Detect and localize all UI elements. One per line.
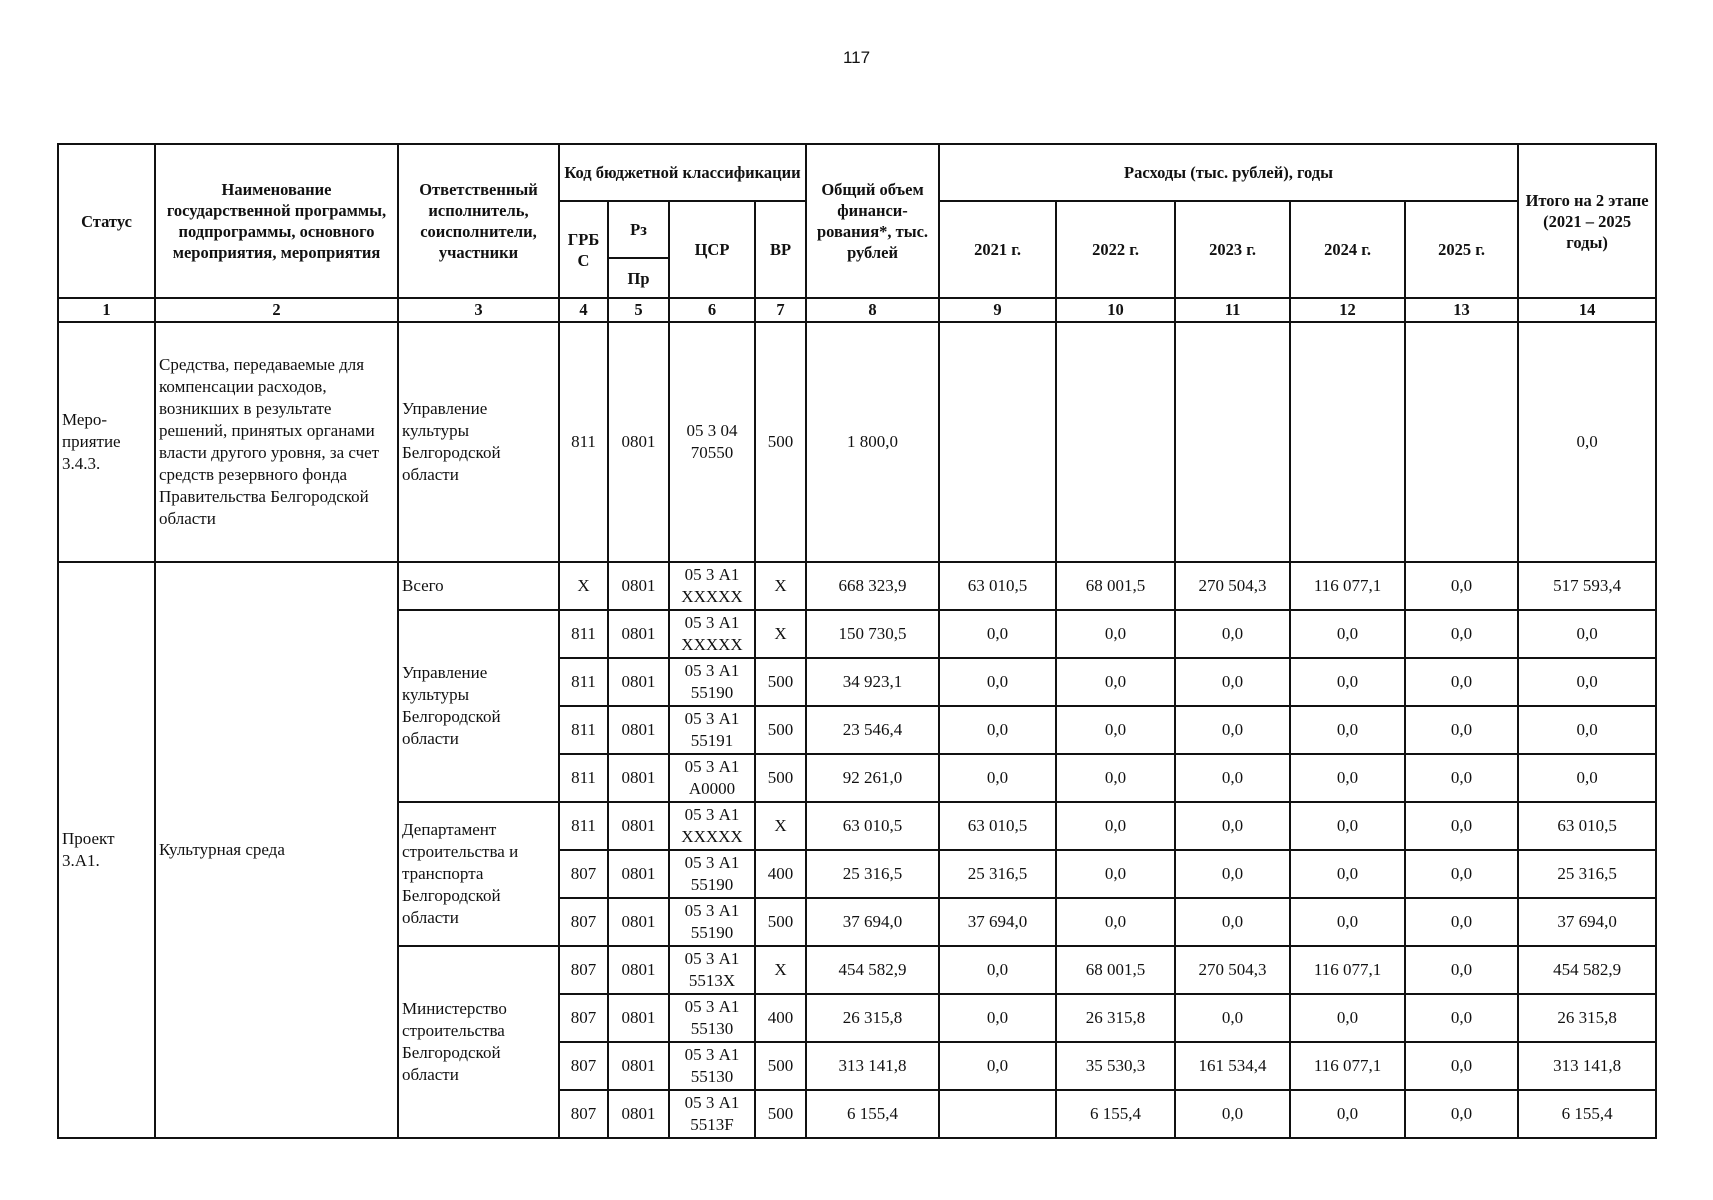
csr-line-1: 05 3 А1 (684, 1045, 740, 1064)
column-number-row (58, 298, 1656, 322)
cell-y2025: 0,0 (1405, 754, 1518, 802)
cell-total: 23 546,4 (806, 706, 939, 754)
cell-y2023: 0,0 (1175, 850, 1290, 898)
header-executor: Ответственный исполнитель, соисполнители, участники (398, 144, 559, 298)
cell-csr (669, 610, 755, 658)
cell-y2023: 0,0 (1175, 994, 1290, 1042)
cell-total: 454 582,9 (806, 946, 939, 994)
csr-line-1: 05 3 А1 (684, 613, 740, 632)
cell-y2025: 0,0 (1405, 658, 1518, 706)
cell-y2025: 0,0 (1405, 610, 1518, 658)
cell-vr: 500 (755, 754, 806, 802)
cell-total: 668 323,9 (806, 562, 939, 610)
cell-itogo: 0,0 (1518, 706, 1656, 754)
cell-csr (669, 1042, 755, 1090)
cell-csr (669, 802, 755, 850)
cell-total: 6 155,4 (806, 1090, 939, 1138)
csr-line-2: ХХХХХ (681, 827, 743, 846)
cell-y2022: 0,0 (1056, 658, 1175, 706)
cell-y2025: 0,0 (1405, 898, 1518, 946)
cell-rzpr: 0801 (608, 658, 669, 706)
cell-y2025: 0,0 (1405, 994, 1518, 1042)
cell-grbs: Х (559, 562, 608, 610)
csr-line-2: 55130 (690, 1019, 734, 1038)
cell-y2021: 0,0 (939, 754, 1056, 802)
executor-culture: Управление культуры Белгородской области (398, 610, 559, 802)
header-budget-code: Код бюджетной классификации (559, 144, 806, 201)
cell-total: 25 316,5 (806, 850, 939, 898)
cell-csr (669, 706, 755, 754)
measure-csr (669, 322, 755, 562)
cell-grbs: 811 (559, 802, 608, 850)
cell-y2025: 0,0 (1405, 1042, 1518, 1090)
cell-grbs: 811 (559, 706, 608, 754)
csr-line-1: 05 3 А1 (684, 709, 740, 728)
cell-y2022: 0,0 (1056, 898, 1175, 946)
cell-rzpr: 0801 (608, 610, 669, 658)
cell-y2021: 0,0 (939, 658, 1056, 706)
cell-rzpr: 0801 (608, 562, 669, 610)
csr-line-1: 05 3 А1 (684, 565, 740, 584)
cell-y2022: 68 001,5 (1056, 562, 1175, 610)
csr-line-1: 05 3 А1 (684, 661, 740, 680)
csr-line-2: ХХХХХ (681, 635, 743, 654)
cell-csr (669, 994, 755, 1042)
cell-y2024: 116 077,1 (1290, 946, 1405, 994)
csr-line-1: 05 3 04 (686, 421, 738, 440)
cell-grbs: 811 (559, 658, 608, 706)
cell-y2021: 63 010,5 (939, 562, 1056, 610)
measure-row (58, 322, 1656, 562)
header-rz: Рз (608, 201, 669, 258)
measure-y2024 (1290, 322, 1405, 562)
header-csr: ЦСР (669, 201, 755, 298)
measure-vr: 500 (755, 322, 806, 562)
cell-y2022: 0,0 (1056, 850, 1175, 898)
cell-y2024: 116 077,1 (1290, 1042, 1405, 1090)
cell-y2024: 0,0 (1290, 1090, 1405, 1138)
executor-total: Всего (398, 562, 559, 610)
cell-rzpr: 0801 (608, 850, 669, 898)
cell-total: 63 010,5 (806, 802, 939, 850)
cell-rzpr: 0801 (608, 1042, 669, 1090)
measure-grbs: 811 (559, 322, 608, 562)
cell-y2021 (939, 1090, 1056, 1138)
csr-line-2: 5513F (690, 1115, 734, 1134)
csr-line-1: 05 3 А1 (684, 901, 740, 920)
cell-vr: Х (755, 562, 806, 610)
cell-vr: 500 (755, 898, 806, 946)
cell-y2022: 0,0 (1056, 706, 1175, 754)
csr-line-2: 5513Х (688, 971, 736, 990)
cell-y2025: 0,0 (1405, 562, 1518, 610)
cell-vr: Х (755, 802, 806, 850)
cell-csr (669, 1090, 755, 1138)
cell-y2024: 0,0 (1290, 610, 1405, 658)
column-number: 11 (1175, 298, 1290, 322)
cell-y2023: 0,0 (1175, 1090, 1290, 1138)
measure-y2021 (939, 322, 1056, 562)
cell-y2025: 0,0 (1405, 802, 1518, 850)
csr-line-1: 05 3 А1 (684, 805, 740, 824)
cell-vr: 400 (755, 994, 806, 1042)
table-row (58, 562, 1656, 610)
cell-y2023: 161 534,4 (1175, 1042, 1290, 1090)
cell-total: 37 694,0 (806, 898, 939, 946)
measure-total: 1 800,0 (806, 322, 939, 562)
cell-itogo: 0,0 (1518, 610, 1656, 658)
column-number: 8 (806, 298, 939, 322)
cell-y2025: 0,0 (1405, 706, 1518, 754)
cell-y2025: 0,0 (1405, 946, 1518, 994)
cell-y2022: 68 001,5 (1056, 946, 1175, 994)
column-number: 5 (608, 298, 669, 322)
cell-grbs: 807 (559, 946, 608, 994)
cell-rzpr: 0801 (608, 706, 669, 754)
csr-line-2: 55190 (690, 875, 734, 894)
cell-vr: 500 (755, 658, 806, 706)
project-status: Проект 3.А1. (58, 562, 155, 1138)
header-year-2023: 2023 г. (1175, 201, 1290, 298)
header-year-2021: 2021 г. (939, 201, 1056, 298)
column-number: 4 (559, 298, 608, 322)
csr-line-1: 05 3 А1 (684, 997, 740, 1016)
measure-itogo: 0,0 (1518, 322, 1656, 562)
cell-y2021: 37 694,0 (939, 898, 1056, 946)
cell-y2023: 0,0 (1175, 802, 1290, 850)
cell-rzpr: 0801 (608, 898, 669, 946)
cell-y2023: 0,0 (1175, 706, 1290, 754)
header-year-2022: 2022 г. (1056, 201, 1175, 298)
cell-itogo: 454 582,9 (1518, 946, 1656, 994)
cell-vr: Х (755, 946, 806, 994)
cell-itogo: 25 316,5 (1518, 850, 1656, 898)
cell-y2024: 0,0 (1290, 802, 1405, 850)
column-number: 7 (755, 298, 806, 322)
cell-grbs: 811 (559, 610, 608, 658)
cell-y2022: 0,0 (1056, 610, 1175, 658)
csr-line-1: 05 3 А1 (684, 1093, 740, 1112)
cell-csr (669, 658, 755, 706)
header-year-2024: 2024 г. (1290, 201, 1405, 298)
cell-y2024: 0,0 (1290, 754, 1405, 802)
header-name: Наименование государственной программы, подпрограммы, основного мероприятия, мероприятия (155, 144, 398, 298)
cell-grbs: 807 (559, 1042, 608, 1090)
measure-rzpr: 0801 (608, 322, 669, 562)
column-number: 3 (398, 298, 559, 322)
header-total-volume: Общий объем финанси-рования*, тыс. рублей (806, 144, 939, 298)
cell-y2023: 270 504,3 (1175, 946, 1290, 994)
executor-ministry: Министерство строительства Белгородской области (398, 946, 559, 1138)
cell-y2025: 0,0 (1405, 1090, 1518, 1138)
column-number: 14 (1518, 298, 1656, 322)
cell-vr: 500 (755, 706, 806, 754)
measure-status: Меро-приятие 3.4.3. (58, 322, 155, 562)
cell-itogo: 0,0 (1518, 658, 1656, 706)
cell-y2023: 270 504,3 (1175, 562, 1290, 610)
column-number: 1 (58, 298, 155, 322)
cell-y2021: 0,0 (939, 706, 1056, 754)
cell-total: 150 730,5 (806, 610, 939, 658)
cell-itogo: 26 315,8 (1518, 994, 1656, 1042)
cell-csr (669, 562, 755, 610)
cell-csr (669, 754, 755, 802)
cell-csr (669, 946, 755, 994)
cell-rzpr: 0801 (608, 946, 669, 994)
measure-y2025 (1405, 322, 1518, 562)
cell-y2021: 63 010,5 (939, 802, 1056, 850)
cell-grbs: 807 (559, 994, 608, 1042)
executor-dept: Департамент строительства и транспорта Белгородской области (398, 802, 559, 946)
project-name: Культурная среда (155, 562, 398, 1138)
measure-y2023 (1175, 322, 1290, 562)
csr-line-1: 05 3 А1 (684, 757, 740, 776)
cell-itogo: 37 694,0 (1518, 898, 1656, 946)
cell-y2022: 0,0 (1056, 802, 1175, 850)
csr-line-2: 55190 (690, 923, 734, 942)
cell-grbs: 807 (559, 1090, 608, 1138)
cell-rzpr: 0801 (608, 1090, 669, 1138)
cell-vr: 400 (755, 850, 806, 898)
header-year-2025: 2025 г. (1405, 201, 1518, 298)
csr-line-2: 55190 (690, 683, 734, 702)
cell-vr: 500 (755, 1042, 806, 1090)
page-number: 117 (842, 48, 871, 67)
cell-total: 92 261,0 (806, 754, 939, 802)
csr-line-1: 05 3 А1 (684, 949, 740, 968)
csr-line-2: 70550 (690, 443, 734, 462)
column-number: 12 (1290, 298, 1405, 322)
cell-y2022: 6 155,4 (1056, 1090, 1175, 1138)
cell-y2024: 0,0 (1290, 898, 1405, 946)
csr-line-2: А0000 (688, 779, 736, 798)
cell-y2024: 0,0 (1290, 994, 1405, 1042)
measure-y2022 (1056, 322, 1175, 562)
cell-y2023: 0,0 (1175, 610, 1290, 658)
measure-name: Средства, передаваемые для компенсации расходов, возникших в результате решений, принятых органами власти другого уровня, за счет средств резервного фонда Правительства Белгородской области (155, 322, 398, 562)
cell-itogo: 517 593,4 (1518, 562, 1656, 610)
cell-y2021: 0,0 (939, 1042, 1056, 1090)
cell-rzpr: 0801 (608, 802, 669, 850)
cell-csr (669, 898, 755, 946)
column-number: 6 (669, 298, 755, 322)
csr-line-2: 55130 (690, 1067, 734, 1086)
header-vr: ВР (755, 201, 806, 298)
cell-itogo: 0,0 (1518, 754, 1656, 802)
cell-y2021: 0,0 (939, 994, 1056, 1042)
cell-rzpr: 0801 (608, 754, 669, 802)
cell-y2021: 0,0 (939, 946, 1056, 994)
cell-y2023: 0,0 (1175, 898, 1290, 946)
cell-itogo: 6 155,4 (1518, 1090, 1656, 1138)
column-number: 13 (1405, 298, 1518, 322)
cell-y2022: 35 530,3 (1056, 1042, 1175, 1090)
cell-y2022: 0,0 (1056, 754, 1175, 802)
cell-y2024: 0,0 (1290, 850, 1405, 898)
cell-y2024: 0,0 (1290, 658, 1405, 706)
cell-y2021: 25 316,5 (939, 850, 1056, 898)
cell-y2025: 0,0 (1405, 850, 1518, 898)
cell-y2024: 116 077,1 (1290, 562, 1405, 610)
header-expenses: Расходы (тыс. рублей), годы (939, 144, 1518, 201)
header-status: Статус (58, 144, 155, 298)
column-number: 10 (1056, 298, 1175, 322)
budget-table (57, 143, 1657, 1139)
header-total-stage: Итого на 2 этапе (2021 – 2025 годы) (1518, 144, 1656, 298)
cell-y2024: 0,0 (1290, 706, 1405, 754)
column-number: 9 (939, 298, 1056, 322)
cell-itogo: 63 010,5 (1518, 802, 1656, 850)
header-pr: Пр (608, 258, 669, 298)
cell-y2023: 0,0 (1175, 658, 1290, 706)
cell-rzpr: 0801 (608, 994, 669, 1042)
cell-total: 34 923,1 (806, 658, 939, 706)
cell-grbs: 807 (559, 898, 608, 946)
cell-itogo: 313 141,8 (1518, 1042, 1656, 1090)
cell-y2021: 0,0 (939, 610, 1056, 658)
cell-total: 26 315,8 (806, 994, 939, 1042)
measure-executor: Управление культуры Белгородской области (398, 322, 559, 562)
cell-grbs: 807 (559, 850, 608, 898)
cell-vr: 500 (755, 1090, 806, 1138)
header-grbs: ГРБ С (559, 201, 608, 298)
cell-y2022: 26 315,8 (1056, 994, 1175, 1042)
csr-line-2: 55191 (690, 731, 734, 750)
cell-vr: Х (755, 610, 806, 658)
cell-grbs: 811 (559, 754, 608, 802)
csr-line-1: 05 3 А1 (684, 853, 740, 872)
cell-y2023: 0,0 (1175, 754, 1290, 802)
csr-line-2: ХХХХХ (681, 587, 743, 606)
cell-csr (669, 850, 755, 898)
column-number: 2 (155, 298, 398, 322)
cell-total: 313 141,8 (806, 1042, 939, 1090)
